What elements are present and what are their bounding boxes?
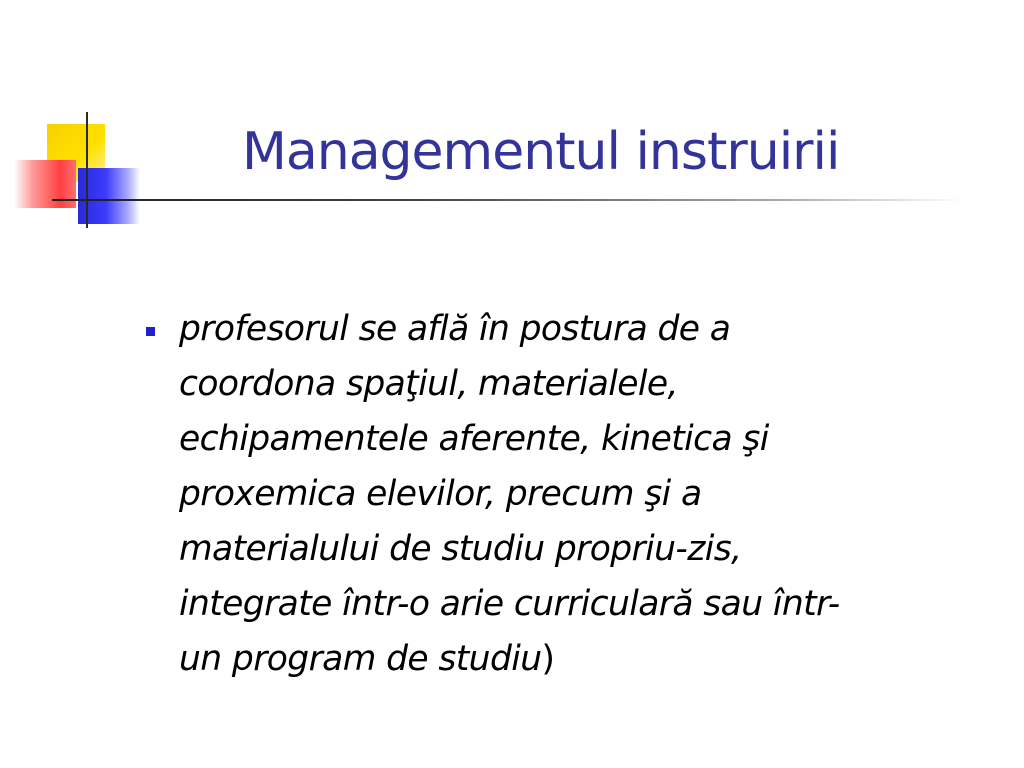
square-bullet-icon: [146, 327, 155, 336]
bullet-line: profesorul se află în postura de a: [179, 309, 731, 349]
bullet-line: materialului de studiu propriu-zis,: [179, 529, 742, 569]
bullet-text: [179, 302, 999, 687]
slide-body: [146, 302, 1006, 687]
bullet-line: echipamentele aferente, kinetica şi: [179, 419, 769, 459]
bullet-line: integrate într-o arie curriculară sau într-: [179, 584, 840, 624]
slide-title: Managementul instruirii: [242, 122, 840, 182]
bullet-line: proxemica elevilor, precum şi a: [179, 474, 702, 514]
title-underline: [52, 199, 964, 201]
closing-parenthesis: ): [541, 639, 555, 679]
bullet-line: coordona spaţiul, materialele,: [179, 364, 678, 404]
vertical-rule: [86, 112, 88, 228]
color-squares-logo-icon: [0, 0, 150, 240]
bullet-line: un program de studiu: [179, 639, 542, 679]
bullet-item: [146, 302, 1006, 687]
